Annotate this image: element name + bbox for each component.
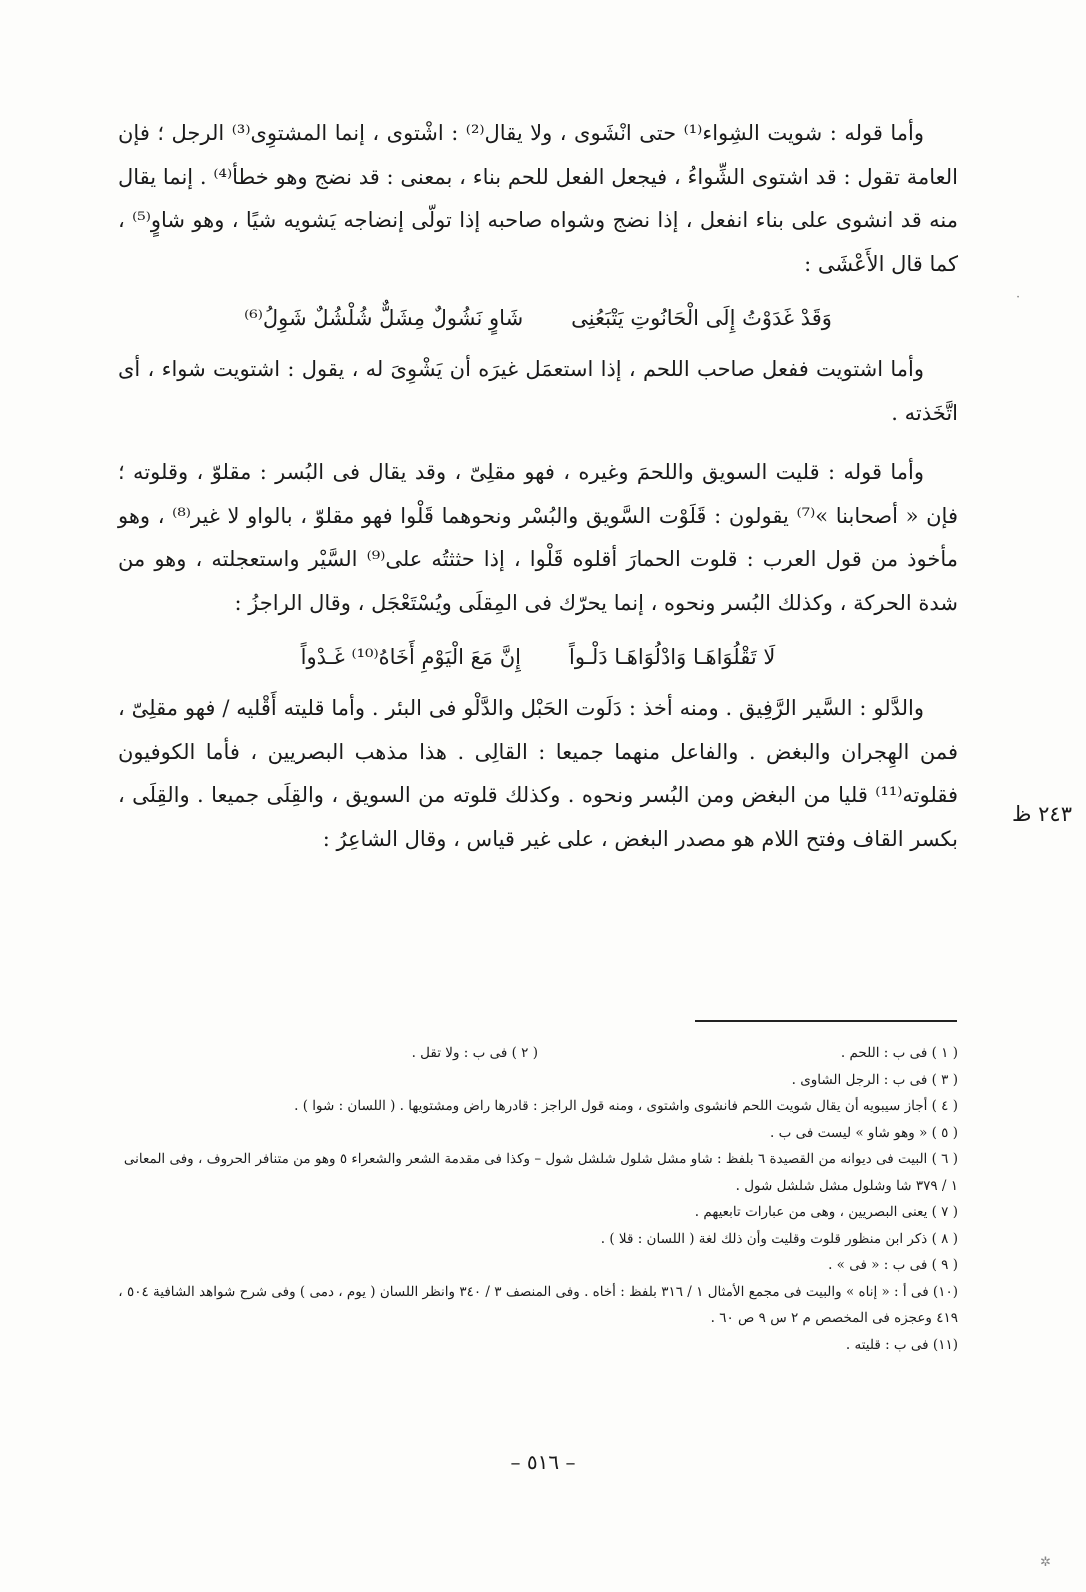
footnote-6: ( ٦ ) البيت فى ديوانه من القصيدة ٦ بلفظ : شاو مشل شلول شلشل شول – وكذا فى مقدمة الشعر والشعراء ٥ وهو من متنافر الحروف ، وفى المعانى ١ / ٣٧٩ شا وشلول مشل شلشل شول .	[123, 1151, 958, 1194]
footnote-4: ( ٤ ) أجاز سيبويه أن يقال شويت اللحم فانشوى واشتوى ، ومنه قول الراجز : قادرها راض ومشتويها . ( اللسان : شوا ) .	[294, 1098, 958, 1114]
folio-side-mark: ظ	[1012, 802, 1032, 826]
footnote-8: ( ٨ ) ذكر ابن منظور قلوت وقليت وأن ذلك لغة ( اللسان : قلا ) .	[600, 1230, 958, 1247]
footnote-9: ( ٩ ) فى ب : « فى » .	[828, 1257, 958, 1273]
ink-speck: ·	[1016, 290, 1021, 305]
page-number: – ٥١٦ –	[510, 1450, 576, 1474]
verse-1	[118, 290, 958, 346]
folio-number: ٢٤٣	[1038, 802, 1072, 826]
verse-2-second-hemistich: إِنَّ مَعَ الْيَوْمِ أَخَاهُ⁽¹⁰⁾ غَـدْواً	[300, 645, 521, 669]
footnote-5: ( ٥ ) « وهو شاو » ليست فى ب .	[770, 1124, 958, 1141]
ink-speck: ✲	[1040, 1555, 1051, 1570]
verse-2-first-hemistich: لَا تَقْلُوَاهَـا وَادْلُوَاهَـا دَلْـواً	[568, 645, 776, 669]
footnote-1: ( ١ ) فى ب : اللحم .	[840, 1045, 958, 1061]
footnote-7: ( ٧ ) يعنى البصريين ، وهى من عبارات تابعيهم .	[694, 1204, 958, 1220]
paragraph-3: وأما قوله : قليت السويق واللحمَ وغيره ، فهو مقلِىّ ، وقد يقال فى البُسر : مقلوّ ، وقلوته ؛ فإن « أصحابنا »⁽⁷⁾ يقولون : قَلَوْت السَّويق والبُسْر ونحوهما قَلْوا فهو مقلوّ ، بالواو لا غير⁽⁸⁾ ، وهو مأخوذ من قول العرب : قلوت الحمارَ أقلوه قَلْوا ، إذا حثثتُه على⁽⁹⁾ السَّيْر واستعجلته ، وهو من شدة الحركة ، وكذلك البُسر ونحوه ، إنما يحرّك فى المِقلَى ويُسْتَعْجَل ، وقال الراجزُ :	[118, 460, 958, 615]
verse-1-first-hemistich: وَقَدْ غَدَوْتُ إِلَى الْحَانُوتِ يَتْبَعُنِى	[571, 306, 832, 330]
paragraph-1: وأما قوله : شويت الشِواء⁽¹⁾ حتى انْشَوى ، ولا يقال⁽²⁾ : اشْتوى ، إنما المشتوِى⁽³⁾ الرجل ؛ فإن العامة تقول : قد اشتوى الشِّواءُ ، فيجعل الفعل للحم بناء ، بمعنى : قد نضج وهو خطأ⁽⁴⁾ . إنما يقال منه قد انشوى على بناء انفعل ، إذا نضج وشواه صاحبه إذا تولّى إنضاجه يَشويه شيًا ، وهو شاوٍ⁽⁵⁾ ، كما قال الأَعْشَى :	[118, 121, 958, 276]
main-text	[118, 112, 958, 861]
footnote-10: (١٠) فى أ : « إناه » والبيت فى مجمع الأمثال ١ / ٣١٦ بلفظ : أخاه . وفى المنصف ٣ / ٣٤٠ وانظر اللسان ( يوم ، دمى ) وفى شرح شواهد الشافية ٥٠٤ ، ٤١٩ وعجزه فى المخصص م ٢ س ٩ ص ٦٠ .	[118, 1283, 958, 1326]
footnote-separator	[695, 1020, 957, 1022]
verse-2	[118, 629, 958, 685]
footnotes	[118, 1040, 958, 1358]
footnote-11: (١١) فى ب : قليته .	[845, 1336, 958, 1353]
paragraph-2: وأما اشتويت ففعل صاحب اللحم ، إذا استعمَل غيرَه أن يَشْوِىَ له ، يقول : اشتويت شواء ، أى اتَّخَذته .	[118, 357, 958, 425]
footnote-row	[118, 1040, 958, 1067]
manuscript-folio-marker	[972, 802, 1072, 826]
footnote-2: ( ٢ ) فى ب : ولا تقل .	[411, 1045, 538, 1061]
footnote-3: ( ٣ ) فى ب : الرجل الشاوى .	[791, 1071, 958, 1088]
paragraph-4: والدَّلو : السَّير الرَّفِيق . ومنه أخذ : دَلَوت الحَبْل والدَّلْو فى البئر . وأما قليته أَقْليه / فهو مقلِىّ ، فمن الهِجران والبغض . والفاعل منهما جميعا : القالِى . هذا مذهب البصريين ، فأما الكوفيون فقلوته⁽¹¹⁾ قليا من البغض ومن البُسر ونحوه . وكذلك قلوته من السويق ، والقِلَى جميعا . والقِلَى ، بكسر القاف وفتح اللام هو مصدر البغض ، على غير قياس ، وقال الشاعِرُ :	[118, 696, 958, 851]
verse-1-second-hemistich: شَاوٍ نَشُولٌ مِشَلٌّ شُلْشُلٌ شَوِلُ⁽⁶⁾	[244, 306, 524, 330]
